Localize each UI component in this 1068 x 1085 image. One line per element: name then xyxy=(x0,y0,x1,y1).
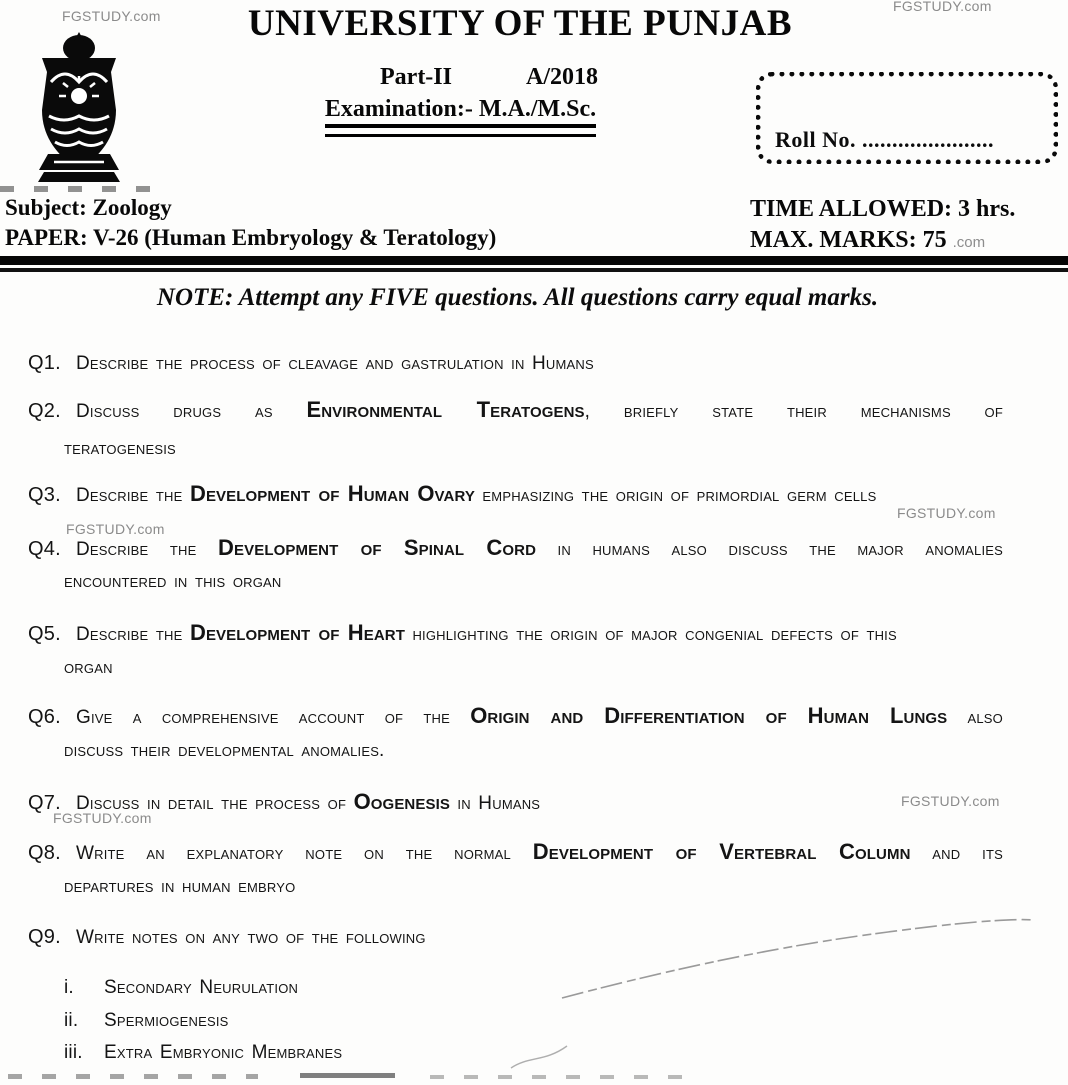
divider-rule-thick xyxy=(0,256,1068,265)
question-4-cont: encountered in this organ xyxy=(64,571,282,592)
scan-smudge-logo-bottom xyxy=(0,186,160,192)
question-5-cont: organ xyxy=(64,657,113,678)
part-label: Part-II xyxy=(380,64,452,90)
question-5-number: Q5. xyxy=(28,623,61,645)
max-marks-label: MAX. MARKS: 75 .com xyxy=(750,227,986,253)
question-6-number: Q6. xyxy=(28,706,61,728)
question-5: Q5. Describe the Development of Heart highlighting the origin of major congenial defects of this xyxy=(28,620,897,645)
fgstudy-watermark-q7-right: FGSTUDY.com xyxy=(901,793,1000,809)
subitem-i-numeral: i. xyxy=(64,977,74,998)
question-7-number: Q7. xyxy=(28,792,61,814)
fgstudy-watermark-mid-left: FGSTUDY.com xyxy=(66,521,165,537)
subitem-iii: iii. Extra Embryonic Membranes xyxy=(64,1042,343,1063)
scan-smudge-bottom-2 xyxy=(300,1073,395,1078)
note-line: NOTE: Attempt any FIVE questions. All questions carry equal marks. xyxy=(156,284,879,311)
subject-label: Subject: Zoology xyxy=(5,195,172,220)
question-1: Q1. Describe the process of cleavage and gastrulation in Humans xyxy=(28,352,594,374)
pencil-stroke-artifact xyxy=(548,908,1048,1008)
part-session-row xyxy=(380,64,598,91)
examination-line xyxy=(318,96,603,137)
question-9: Q9. Write notes on any two of the following xyxy=(28,926,426,948)
time-allowed-label: TIME ALLOWED: 3 hrs. xyxy=(750,196,1016,222)
question-6-cont: discuss their developmental anomalies. xyxy=(64,740,385,761)
question-6: Q6. Give a comprehensive account of the Origin and Differentiation of Human Lungs also xyxy=(28,703,1003,728)
question-1-number: Q1. xyxy=(28,352,61,374)
fgstudy-watermark-top-left: FGSTUDY.com xyxy=(62,8,161,24)
subitem-i: i. Secondary Neurulation xyxy=(64,977,299,998)
question-7: Q7. Discuss in detail the process of Oogenesis in Humans xyxy=(28,789,541,814)
question-8-cont: departures in human embryo xyxy=(64,876,296,897)
subitem-ii-numeral: ii. xyxy=(64,1010,79,1031)
subitem-iii-numeral: iii. xyxy=(64,1042,83,1063)
marks-watermark: .com xyxy=(952,234,986,251)
university-crest-icon xyxy=(18,32,140,188)
paper-label: PAPER: V-26 (Human Embryology & Teratology) xyxy=(5,225,497,250)
question-3: Q3. Describe the Development of Human Ovary emphasizing the origin of primordial germ cells xyxy=(28,481,877,506)
session-label: A/2018 xyxy=(526,64,598,90)
question-8-number: Q8. xyxy=(28,842,61,864)
scan-smudge-bottom-1 xyxy=(8,1074,258,1079)
roll-number-label: Roll No. ...................... xyxy=(775,127,994,152)
question-2-cont: teratogenesis xyxy=(64,438,176,459)
question-4-number: Q4. xyxy=(28,538,61,560)
roll-number-box xyxy=(756,72,1058,164)
scan-smudge-bottom-3 xyxy=(430,1075,690,1079)
university-logo xyxy=(18,32,140,188)
question-4: Q4. Describe the Development of Spinal Cord in humans also discuss the major anomalies xyxy=(28,535,1003,560)
divider-rule-thin xyxy=(0,268,1068,272)
question-8: Q8. Write an explanatory note on the normal Development of Vertebral Column and its xyxy=(28,839,1003,864)
examination-label: Examination:- M.A./M.Sc. xyxy=(325,96,596,128)
question-2: Q2. Discuss drugs as Environmental Teratogens, briefly state their mechanisms of xyxy=(28,397,1004,422)
fgstudy-watermark-q7-left: FGSTUDY.com xyxy=(53,810,152,826)
fgstudy-watermark-mid-right: FGSTUDY.com xyxy=(897,505,996,521)
pencil-squiggle-artifact xyxy=(505,1040,575,1072)
fgstudy-watermark-top-right: FGSTUDY.com xyxy=(893,0,992,14)
question-2-number: Q2. xyxy=(28,400,61,422)
question-3-number: Q3. xyxy=(28,484,61,506)
university-title: UNIVERSITY OF THE PUNJAB xyxy=(247,3,793,44)
subitem-ii: ii. Spermiogenesis xyxy=(64,1010,229,1031)
question-9-number: Q9. xyxy=(28,926,61,948)
